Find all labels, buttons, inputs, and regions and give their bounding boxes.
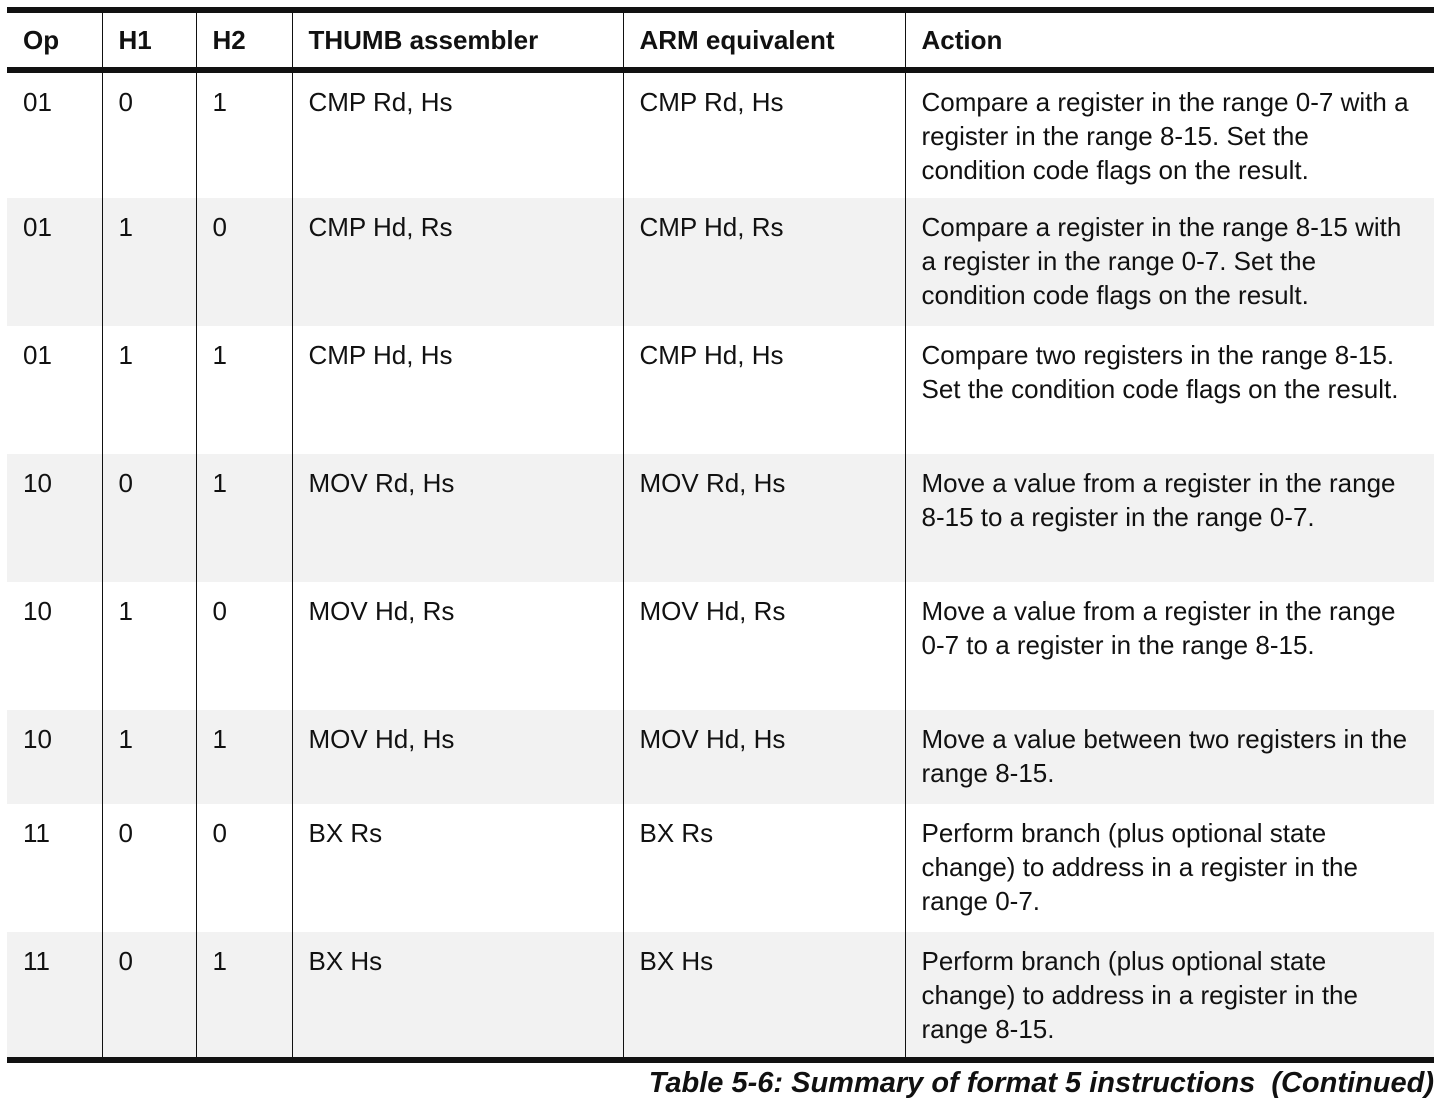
table-header-row: [7, 10, 1434, 70]
cell-thumb: MOV Hd, Rs: [292, 582, 623, 710]
cell-arm: MOV Hd, Rs: [623, 582, 905, 710]
cell-action: Perform branch (plus optional state change) to address in a register in the range 0-7.: [905, 804, 1434, 932]
header-thumb-assembler: THUMB assembler: [292, 10, 623, 70]
cell-op: 01: [23, 340, 52, 370]
cell-h1: 1: [102, 582, 196, 710]
header-arm-equivalent: ARM equivalent: [623, 10, 905, 70]
table-row: [7, 932, 1434, 1060]
cell-h2: 1: [196, 70, 292, 198]
table-row: [7, 198, 1434, 326]
cell-arm: MOV Rd, Hs: [623, 454, 905, 582]
cell-h1: 0: [102, 454, 196, 582]
cell-op: 11: [23, 818, 50, 848]
cell-action: Move a value from a register in the range 0-7 to a register in the range 8-15.: [905, 582, 1434, 710]
table-row: [7, 582, 1434, 710]
cell-h1: 1: [102, 326, 196, 454]
cell-thumb: BX Hs: [292, 932, 623, 1060]
cell-h1: 1: [102, 198, 196, 326]
cell-arm: BX Hs: [623, 932, 905, 1060]
cell-action: Move a value between two registers in the range 8-15.: [905, 710, 1434, 804]
table-row: [7, 454, 1434, 582]
cell-arm: CMP Hd, Hs: [623, 326, 905, 454]
cell-h1: 0: [102, 70, 196, 198]
cell-action: Compare a register in the range 8-15 with a register in the range 0-7. Set the condition code flags on the result.: [905, 198, 1434, 326]
cell-thumb: BX Rs: [292, 804, 623, 932]
cell-h1: 1: [102, 710, 196, 804]
cell-op: 11: [7, 932, 102, 1060]
cell-op: 01: [23, 87, 52, 117]
cell-arm: CMP Rd, Hs: [623, 70, 905, 198]
table-row: [7, 804, 1434, 932]
cell-arm: MOV Hd, Hs: [623, 710, 905, 804]
table-row: [7, 710, 1434, 804]
header-h2: H2: [196, 10, 292, 70]
cell-arm: CMP Hd, Rs: [623, 198, 905, 326]
format5-instructions-table: [7, 7, 1434, 1063]
cell-h2: 1: [196, 326, 292, 454]
table-caption: Table 5-6: Summary of format 5 instructions (Continued): [648, 1067, 1434, 1099]
table-row: [7, 70, 1434, 198]
cell-h1: 0: [102, 932, 196, 1060]
cell-action: Compare a register in the range 0-7 with a register in the range 8-15. Set the condition code flags on the result.: [905, 70, 1434, 198]
cell-h1: 0: [102, 804, 196, 932]
cell-action: Compare two registers in the range 8-15. Set the condition code flags on the result.: [905, 326, 1434, 454]
cell-thumb: MOV Rd, Hs: [292, 454, 623, 582]
cell-action: Move a value from a register in the range 8-15 to a register in the range 0-7.: [905, 454, 1434, 582]
instruction-table-container: [7, 7, 1434, 1063]
cell-thumb: CMP Hd, Hs: [292, 326, 623, 454]
table-row: [7, 326, 1434, 454]
cell-op: 10: [7, 710, 102, 804]
header-action: Action: [905, 10, 1434, 70]
cell-action: Perform branch (plus optional state change) to address in a register in the range 8-15.: [905, 932, 1434, 1060]
cell-h2: 0: [196, 582, 292, 710]
cell-op: 10: [7, 454, 102, 582]
cell-h2: 1: [196, 710, 292, 804]
cell-arm: BX Rs: [623, 804, 905, 932]
cell-thumb: MOV Hd, Hs: [292, 710, 623, 804]
cell-thumb: CMP Rd, Hs: [292, 70, 623, 198]
cell-h2: 1: [196, 932, 292, 1060]
cell-thumb: CMP Hd, Rs: [292, 198, 623, 326]
cell-h2: 0: [196, 198, 292, 326]
header-op: Op: [7, 10, 102, 70]
cell-h2: 0: [196, 804, 292, 932]
cell-h2: 1: [196, 454, 292, 582]
cell-op: 10: [23, 596, 52, 626]
header-h1: H1: [102, 10, 196, 70]
cell-op: 01: [7, 198, 102, 326]
